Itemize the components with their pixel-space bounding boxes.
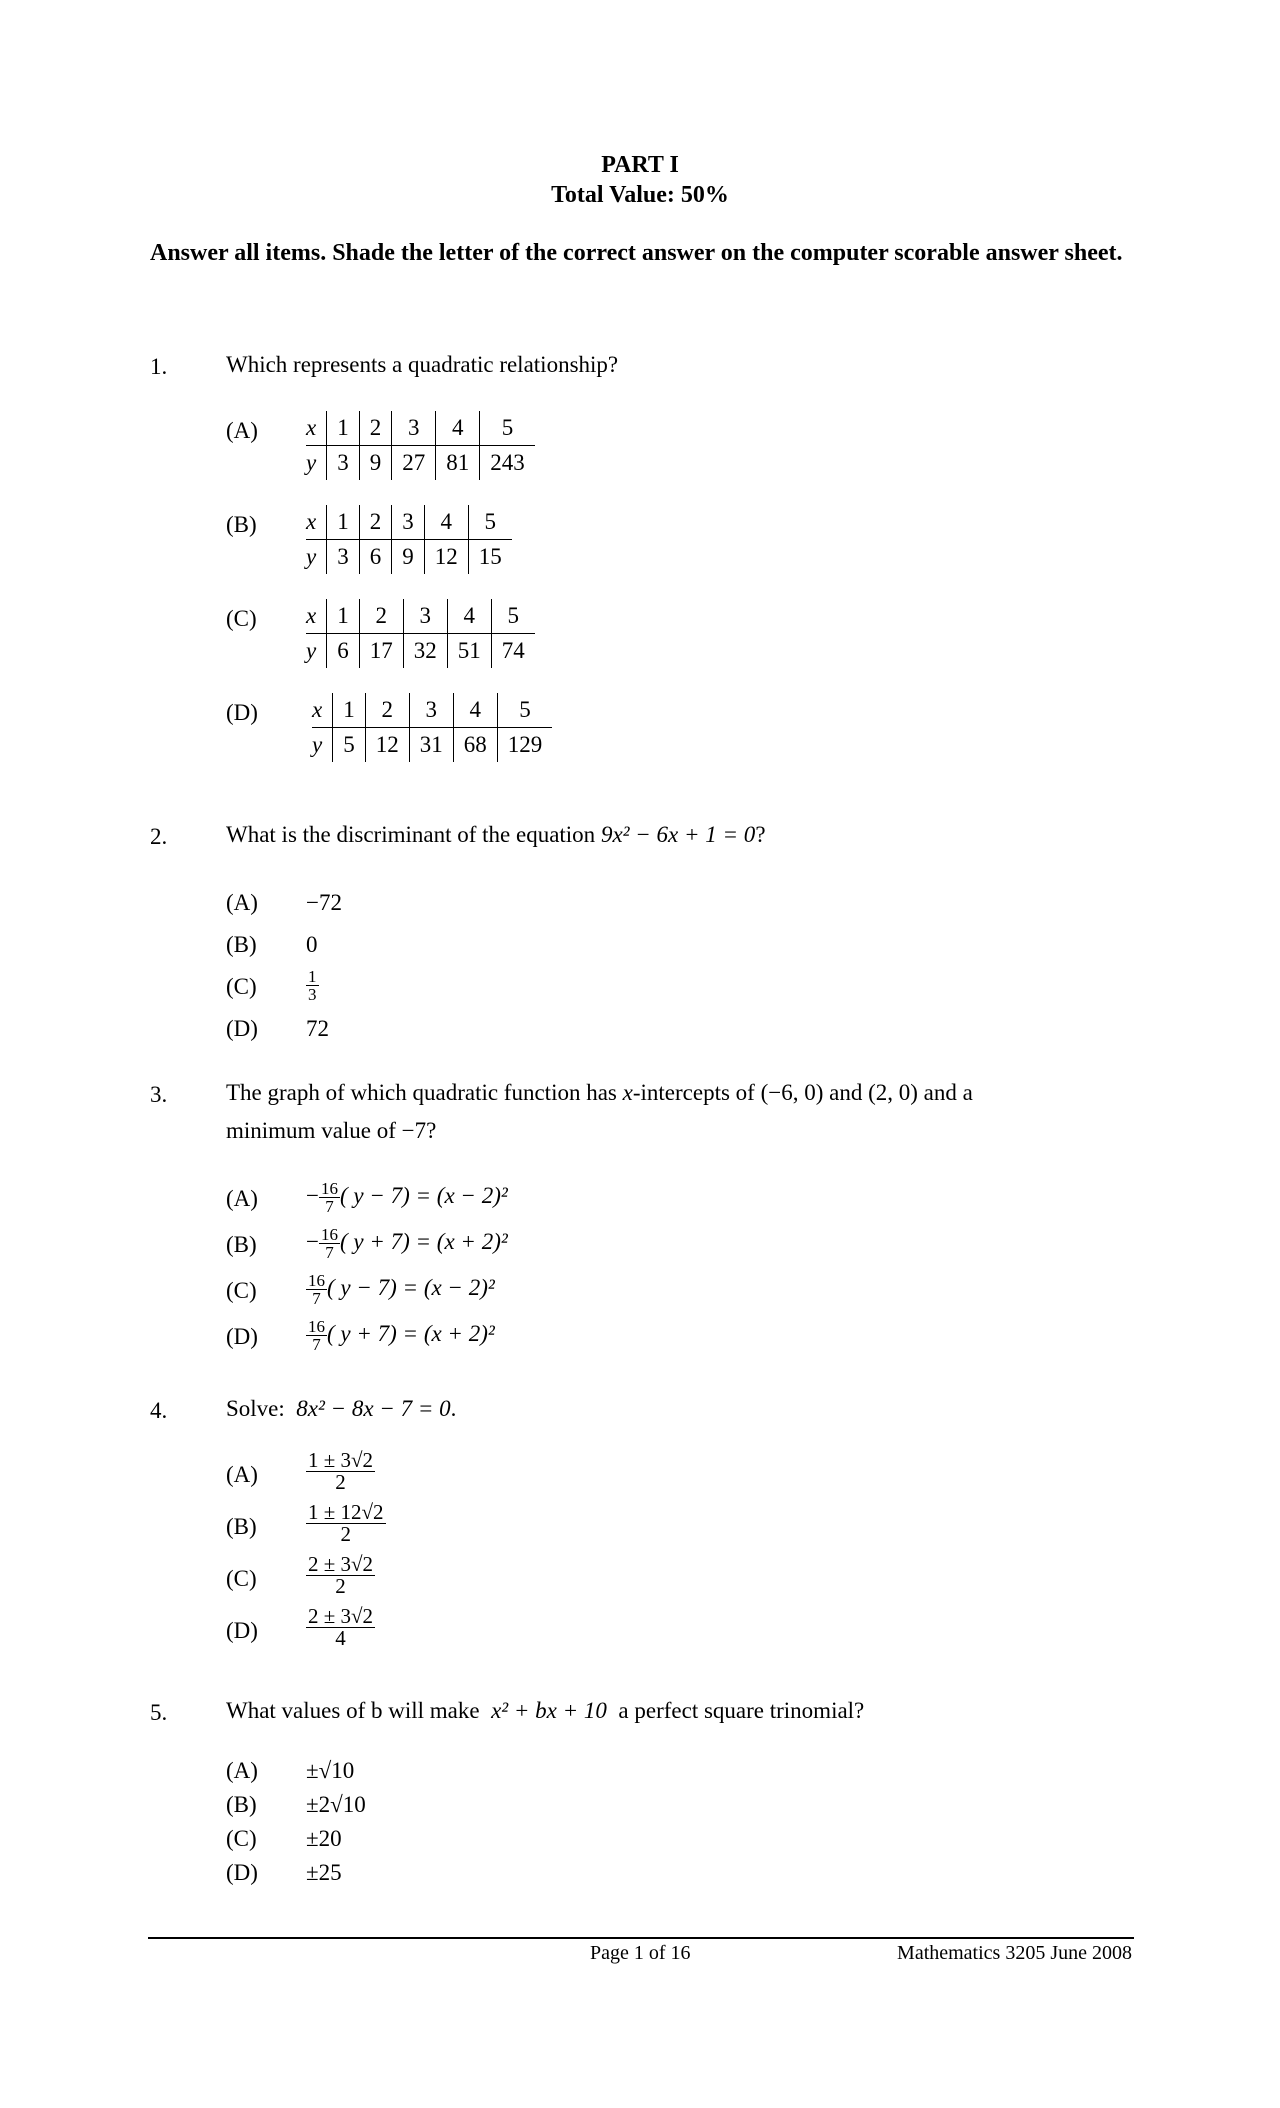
question-text: What is the discriminant of the equation 9x² − 6x + 1 = 0? [226, 822, 766, 847]
option-value: −72 [306, 890, 342, 915]
option-value: ±20 [306, 1826, 342, 1851]
option-value: $\frac{16}{7}$ ( y − 7) = (x − 2)² [308, 1271, 495, 1308]
option-label: (B) [226, 932, 257, 957]
question-text: What values of b will make x² + bx + 10 a perfect square trinomial? [226, 1698, 865, 1723]
option-value: $\frac{1 \pm 12√2}{2}$ [308, 1500, 384, 1546]
option-label: (D) [226, 700, 258, 725]
question-text: The graph of which quadratic function has x-intercepts of (−6, 0) and (2, 0) and a minimum value of −7? [226, 1080, 973, 1143]
option-label: (B) [226, 1514, 257, 1539]
question-number: 2. [150, 824, 168, 849]
expression: x² + bx + 10 [491, 1698, 607, 1723]
xy-table-b: x 1 2 3 4 5 y 3 6 9 12 15 [306, 505, 512, 574]
question-text: Solve: 8x² − 8x − 7 = 0. [226, 1396, 457, 1421]
equation: 9x² − 6x + 1 = 0 [600, 822, 756, 847]
option-value: ±√10 [306, 1758, 355, 1783]
option-label: (B) [226, 1232, 257, 1257]
option-value: 72 [306, 1016, 329, 1041]
part-heading: PART I [601, 152, 679, 178]
option-value: $\frac{1}{3}$ [308, 967, 317, 1004]
option-label: (A) [226, 890, 258, 915]
question-number: 3. [150, 1082, 168, 1107]
option-label: (C) [226, 1278, 257, 1303]
option-label: (C) [226, 606, 257, 631]
equation: 8x² − 8x − 7 = 0 [296, 1396, 451, 1421]
option-value: $\frac{1 \pm 3√2}{2}$ [308, 1448, 374, 1494]
option-value: − $\frac{16}{7}$ ( y + 7) = (x + 2)² [306, 1225, 508, 1262]
footer-divider [148, 1937, 1134, 1939]
option-label: (A) [226, 1758, 258, 1783]
course-title: Mathematics 3205 June 2008 [897, 1942, 1132, 1964]
option-label: (C) [226, 974, 257, 999]
option-value: ±25 [306, 1860, 342, 1885]
option-label: (B) [226, 1792, 257, 1817]
option-label: (D) [226, 1860, 258, 1885]
question-number: 4. [150, 1398, 168, 1423]
total-value: Total Value: 50% [551, 182, 729, 208]
question-text: Which represents a quadratic relationship? [226, 352, 619, 377]
option-label: (A) [226, 1462, 258, 1487]
option-label: (D) [226, 1618, 258, 1643]
instructions: Answer all items. Shade the letter of the correct answer on the computer scorable answer sheet. [150, 240, 1123, 266]
option-value: 0 [306, 932, 318, 957]
option-value: ±2√10 [306, 1792, 366, 1817]
option-label: (C) [226, 1566, 257, 1591]
option-value: $\frac{16}{7}$ ( y + 7) = (x + 2)² [308, 1317, 495, 1354]
option-label: (A) [226, 1186, 258, 1211]
option-label: (A) [226, 418, 258, 443]
page-number: Page 1 of 16 [590, 1942, 691, 1964]
option-label: (D) [226, 1016, 258, 1041]
xy-table-c: x 1 2 3 4 5 y 6 17 32 51 74 [306, 599, 535, 668]
option-value: $\frac{2 \pm 3√2}{2}$ [308, 1552, 374, 1598]
question-number: 1. [150, 354, 168, 379]
option-value: − $\frac{16}{7}$ ( y − 7) = (x − 2)² [306, 1179, 508, 1216]
xy-table-d: x 1 2 3 4 5 y 5 12 31 68 129 [312, 693, 552, 762]
option-label: (B) [226, 512, 257, 537]
question-number: 5. [150, 1700, 168, 1725]
option-value: $\frac{2 \pm 3√2}{4}$ [308, 1604, 374, 1650]
option-label: (C) [226, 1826, 257, 1851]
option-label: (D) [226, 1324, 258, 1349]
xy-table-a: x 1 2 3 4 5 y 3 9 27 81 243 [306, 411, 535, 480]
